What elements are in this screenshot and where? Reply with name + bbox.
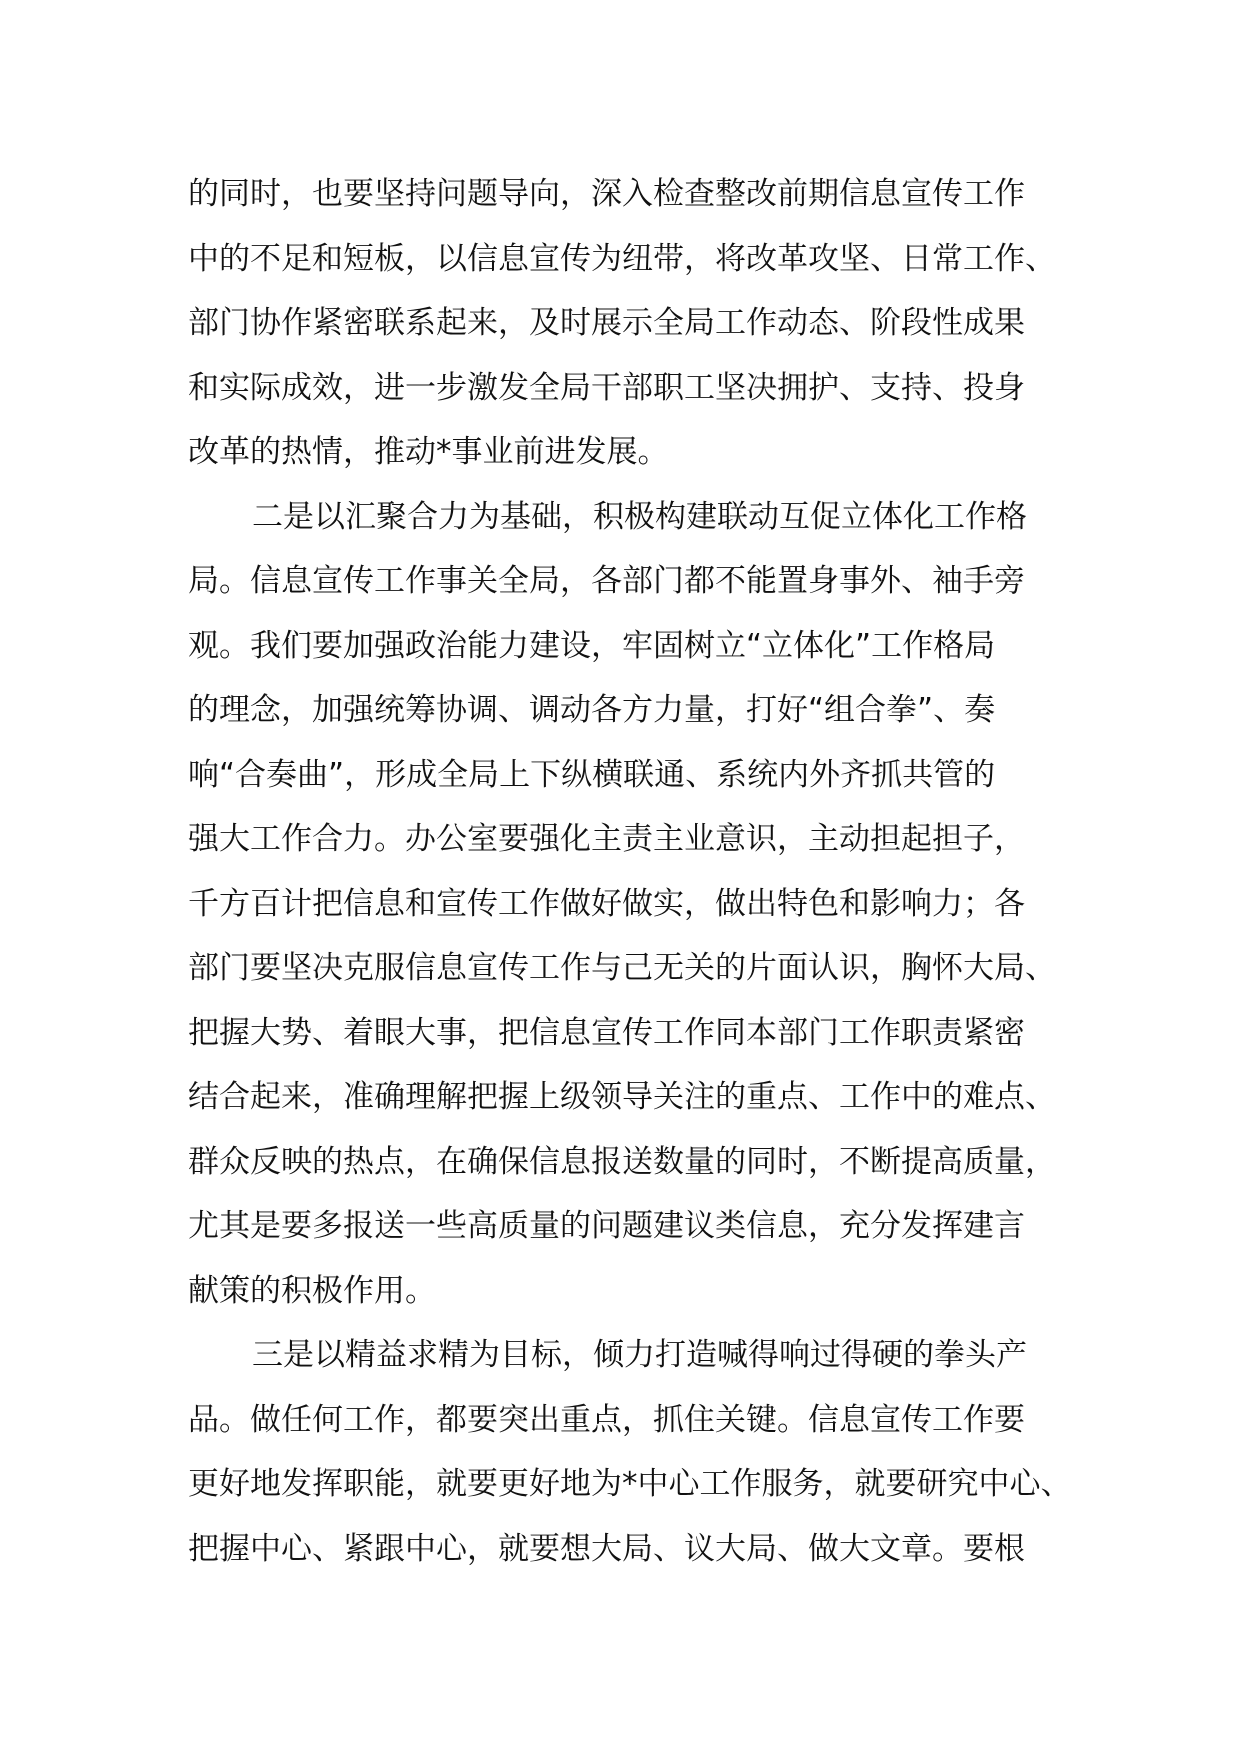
text-line: 更好地发挥职能，就要更好地为*中心工作服务，就要研究中心、 — [188, 1466, 1072, 1502]
text-line: 和实际成效，进一步激发全局干部职工坚决拥护、支持、投身 — [188, 369, 1025, 406]
text-line: 结合起来，准确理解把握上级领导关注的重点、工作中的难点、 — [188, 1079, 1056, 1115]
document-body — [188, 162, 1088, 1581]
text-line: 响“合奏曲”，形成全局上下纵横联通、系统内外齐抓共管的 — [188, 756, 996, 793]
text-line: 把握大势、着眼大事，把信息宣传工作同本部门工作职责紧密 — [188, 1014, 1025, 1051]
text-line: 的同时，也要坚持问题导向，深入检查整改前期信息宣传工作 — [188, 176, 1025, 212]
text-line: 群众反映的热点，在确保信息报送数量的同时，不断提高质量， — [188, 1143, 1056, 1180]
text-line: 的理念，加强统筹协调、调动各方力量，打好“组合拳”、奏 — [188, 692, 996, 728]
text-line: 局。信息宣传工作事关全局，各部门都不能置身事外、袖手旁 — [188, 563, 1025, 599]
text-line: 献策的积极作用。 — [188, 1272, 436, 1309]
text-line: 改革的热情，推动*事业前进发展。 — [188, 434, 669, 470]
text-line: 千方百计把信息和宣传工作做好做实，做出特色和影响力；各 — [188, 885, 1025, 922]
text-line: 尤其是要多报送一些高质量的问题建议类信息，充分发挥建言 — [188, 1208, 1025, 1244]
text-line: 中的不足和短板，以信息宣传为纽带，将改革攻坚、日常工作、 — [188, 240, 1056, 277]
text-line: 强大工作合力。办公室要强化主责主业意识，主动担起担子， — [188, 821, 1025, 857]
text-line: 品。做任何工作，都要突出重点，抓住关键。信息宣传工作要 — [188, 1401, 1025, 1438]
text-line: 观。我们要加强政治能力建设，牢固树立“立体化”工作格局 — [188, 627, 996, 664]
paragraph-start-line: 二是以汇聚合力为基础，积极构建联动互促立体化工作格 — [252, 498, 1027, 535]
text-line: 把握中心、紧跟中心，就要想大局、议大局、做大文章。要根 — [188, 1530, 1025, 1567]
paragraph-start-line: 三是以精益求精为目标，倾力打造喊得响过得硬的拳头产 — [252, 1337, 1027, 1373]
text-line: 部门要坚决克服信息宣传工作与己无关的片面认识，胸怀大局、 — [188, 950, 1056, 986]
text-line: 部门协作紧密联系起来，及时展示全局工作动态、阶段性成果 — [188, 305, 1025, 341]
